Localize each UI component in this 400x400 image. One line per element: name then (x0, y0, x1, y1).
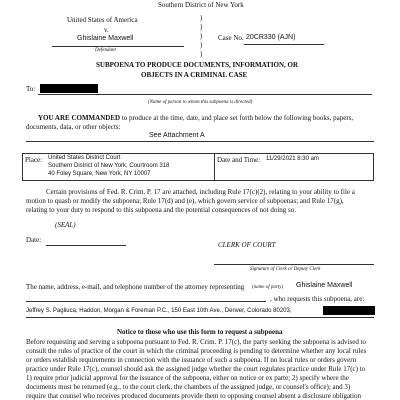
notice-line: 1) require prior judicial approval for the issuance of the subpoena, either on notice or ex parte; 2) specify where the (26, 374, 349, 382)
place-table-left (22, 153, 23, 180)
place-table-bottom (22, 180, 374, 181)
place-table-top (22, 153, 374, 154)
command-lead: YOU ARE COMMANDED (38, 114, 121, 122)
requests-text: , who requests this subpoena, are: (270, 295, 365, 303)
objects-line (26, 141, 374, 142)
provisions-line1: Certain provisions of Fed. R. Crim. P. 17 are attached, including Rule 17(c)(2), relating to your ability to file a (46, 188, 355, 196)
caption-paren: ) (200, 32, 203, 40)
place-line3: 40 Foley Square, New York, NY 10007 (48, 171, 151, 177)
caption-paren: ) (200, 41, 203, 49)
command-line1 (38, 114, 353, 122)
caption-paren: ) (200, 50, 203, 58)
redacted-attorney-contact (323, 306, 375, 315)
seal-label: (SEAL) (55, 221, 76, 229)
notice-line: Before requesting and serving a subpoena pursuant to Fed. R. Crim. P. 17(c), the party seeking the subpoena is advised to (26, 338, 367, 346)
defendant-line (52, 46, 184, 47)
provisions-line2: motion to quash or modify the subpoena; Rule 17(d) and (e), which govern service of subpoenas; and Rule 17(g), (26, 197, 344, 205)
place-line2: Southern District of New York, Courtroom 318 (48, 163, 170, 169)
party-line (26, 301, 266, 302)
party-name: Ghislaine Maxwell (296, 282, 353, 289)
caption-paren: ) (200, 23, 203, 31)
datetime-value: 11/29/2021 8:30 am (266, 156, 319, 162)
command-line2: documents, data, or other objects: (26, 123, 121, 131)
place-table-right (373, 153, 374, 180)
case-no-label: Case No. (218, 34, 244, 42)
case-no-line (244, 44, 324, 45)
court-district: Southern District of New York (158, 1, 244, 9)
recipient-line (38, 94, 372, 95)
date-line (46, 245, 126, 246)
date-label: Date: (26, 236, 42, 244)
attorney-line (26, 317, 374, 318)
datetime-label: Date and Time: (217, 156, 261, 164)
command-text: to produce at the time, date, and place set forth below the following books, papers, (120, 114, 354, 122)
party-caption: (name of party) (252, 285, 284, 290)
attorney-intro: The name, address, e-mail, and telephone number of the attorney representing (26, 283, 245, 291)
notice-heading: Notice to those who use this form to request a subpoena (117, 328, 283, 336)
clerk-signature-caption: Signature of Clerk or Deputy Clerk (250, 267, 321, 272)
caption-paren: ) (200, 14, 203, 22)
notice-line: or orders establish requirements in connection with the issuance of such a subpoena. If no local rules or orders govern (26, 356, 357, 364)
case-no-value: 20CR330 (AJN) (246, 34, 296, 41)
provisions-line3: relating to your duty to respond to this subpoena and the potential consequences of not doing so. (26, 206, 297, 214)
clerk-title: CLERK OF COURT (218, 241, 276, 249)
place-table-divider (214, 153, 215, 180)
attachment-reference: See Attachment A (149, 132, 205, 139)
subpoena-title-line2: OBJECTS IN A CRIMINAL CASE (141, 71, 248, 79)
recipient-caption: (Name of person to whom this subpoena is directed) (148, 100, 253, 105)
attorney-info: Jeffrey S. Pagliuca, Haddon, Morgan & Foreman P.C., 150 East 10th Ave., Denver, Colorado 80203, (26, 308, 292, 314)
clerk-signature-line (214, 264, 374, 265)
notice-line: require that counsel who receives produced documents provide them to opposing counsel absent a disclosure obligation (26, 392, 361, 400)
place-line1: United States District Court (48, 155, 121, 161)
notice-line: consult the rules of practice of the court in which the criminal proceeding is pending to determine whether any local rules (26, 347, 367, 355)
to-label: To: (26, 85, 36, 93)
subpoena-title-line1: SUBPOENA TO PRODUCE DOCUMENTS, INFORMATION, OR (96, 61, 299, 69)
place-label: Place: (25, 156, 43, 164)
notice-line: practice under Rule 17(c), counsel should ask the assigned judge whether the court regulates practice under Rule 17(c) to (26, 365, 366, 373)
defendant-label: Defendant (95, 48, 116, 53)
defendant-name: Ghislaine Maxwell (77, 35, 134, 42)
notice-line: documents must be returned (e.g., to the court clerk, the chambers of the assigned judge, or counsel's office); and 3) (26, 383, 351, 391)
plaintiff-name: United States of America (67, 16, 138, 24)
redacted-recipient (40, 84, 98, 93)
versus-label: v. (104, 26, 109, 34)
